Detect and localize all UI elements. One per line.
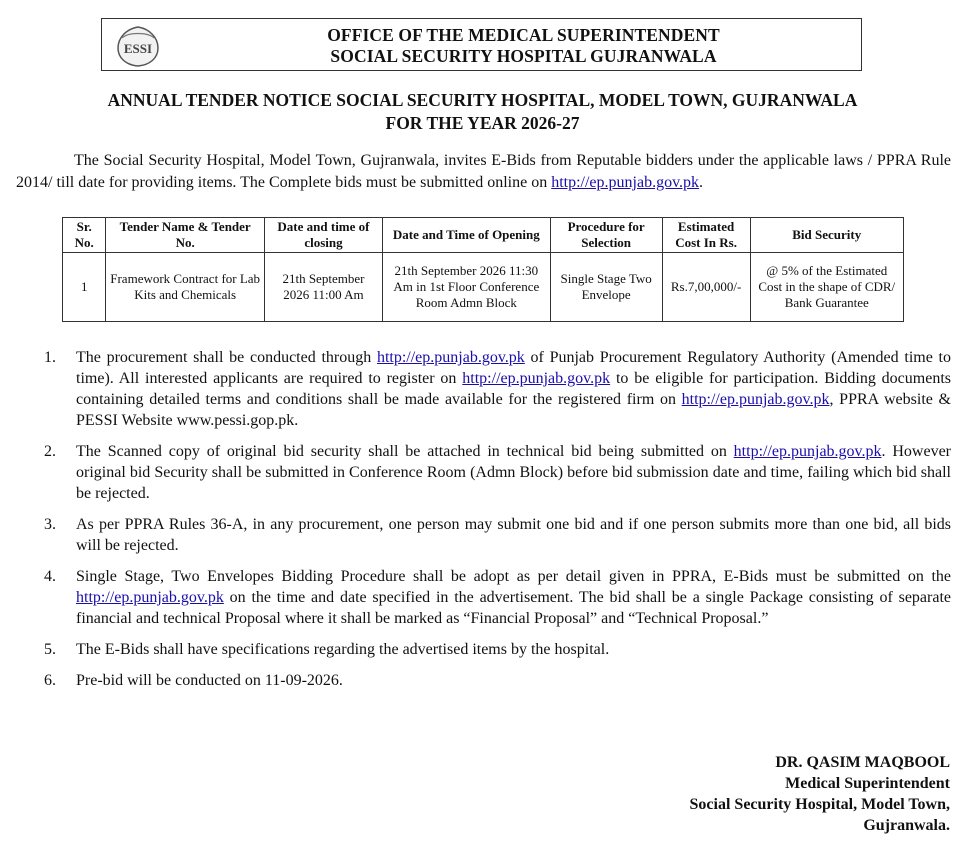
col-header-procedure: Procedure for Selection (550, 218, 662, 253)
intro-link[interactable]: http://ep.punjab.gov.pk (551, 174, 700, 191)
table-row (63, 253, 904, 322)
portal-link[interactable]: http://ep.punjab.gov.pk (76, 589, 224, 606)
col-header-bid-security: Bid Security (750, 218, 904, 253)
intro-text: The Social Security Hospital, Model Town, Gujranwala, invites E-Bids from Reputable bidders under the applicable laws / PPRA Rule 2014/ till date for providing items. The Complete bids must be submitted online on (16, 152, 951, 191)
list-item-text: As per PPRA Rules 36-A, in any procurement, one person may submit one bid and if one person submits more than one bid, all bids will be rejected. (76, 516, 951, 554)
portal-link[interactable]: http://ep.punjab.gov.pk (462, 370, 611, 387)
list-item-text: to be eligible for participation. Bidding documents containing detailed terms and conditions shall be made available for the registered firm on (76, 370, 951, 408)
cell-cost: Rs.7,00,000/- (662, 253, 750, 322)
cell-bid-security: @ 5% of the Estimated Cost in the shape of CDR/ Bank Guarantee (750, 253, 904, 322)
list-item-text: of Punjab Procurement Regulatory Authority (Amended time to time). All interested applicants are required to register on (76, 349, 951, 387)
list-item-number: 3. (44, 516, 56, 533)
cell-sr: 1 (63, 253, 106, 322)
list-item-text: on the time and date specified in the advertisement. The bid shall be a single Package consisting of separate financial and technical Proposal where it shall be marked as “Financial Proposal” and “Technical Proposal.” (76, 589, 951, 627)
portal-link[interactable]: http://ep.punjab.gov.pk (681, 391, 830, 408)
cell-tender-name: Framework Contract for Lab Kits and Chemicals (106, 253, 265, 322)
intro-end: . (699, 174, 704, 191)
list-item-text: The procurement shall be conducted through (76, 349, 377, 366)
col-header-opening: Date and Time of Opening (383, 218, 551, 253)
list-item (16, 347, 951, 431)
list-item-text: The E-Bids shall have specifications regarding the advertised items by the hospital. (76, 641, 610, 658)
signature-block (690, 752, 950, 836)
table-header-row (63, 218, 904, 253)
terms-list (16, 347, 951, 701)
list-item-number: 5. (44, 641, 56, 658)
notice-year: FOR THE YEAR 2026-27 (385, 113, 580, 133)
signatory-org: Social Security Hospital, Model Town, (689, 796, 950, 813)
signatory-designation: Medical Superintendent (785, 775, 950, 792)
notice-title: ANNUAL TENDER NOTICE SOCIAL SECURITY HOSPITAL, MODEL TOWN, GUJRANWALA (107, 90, 858, 110)
list-item-text: Single Stage, Two Envelopes Bidding Procedure shall be adopt as per detail given in PPRA, E-Bids must be submitted on the (76, 568, 951, 585)
list-item (16, 514, 951, 556)
list-item-text: The Scanned copy of original bid security shall be attached in technical bid being submitted on (76, 443, 734, 460)
hospital-title: SOCIAL SECURITY HOSPITAL GUJRANWALA (330, 46, 717, 66)
office-title: OFFICE OF THE MEDICAL SUPERINTENDENT (327, 25, 720, 45)
col-header-sr: Sr. No. (63, 218, 106, 253)
logo-text: ESSI (123, 41, 153, 56)
signatory-city: Gujranwala. (863, 817, 950, 834)
intro-paragraph (16, 150, 951, 194)
cell-closing: 21th September 2026 11:00 Am (264, 253, 382, 322)
col-header-tender-name: Tender Name & Tender No. (106, 218, 265, 253)
portal-link[interactable]: http://ep.punjab.gov.pk (376, 349, 525, 366)
list-item-number: 2. (44, 443, 56, 460)
list-item (16, 670, 951, 691)
list-item-number: 4. (44, 568, 56, 585)
list-item (16, 639, 951, 660)
signatory-name: DR. QASIM MAQBOOL (775, 754, 950, 771)
list-item (16, 441, 951, 504)
list-item-text: , PPRA website & PESSI Website www.pessi.gop.pk. (76, 391, 952, 429)
portal-link[interactable]: http://ep.punjab.gov.pk (733, 443, 882, 460)
list-item-number: 1. (44, 349, 56, 366)
col-header-closing: Date and time of closing (264, 218, 382, 253)
list-item (16, 566, 951, 629)
col-header-cost: Estimated Cost In Rs. (662, 218, 750, 253)
tender-table (62, 217, 904, 322)
list-item-number: 6. (44, 672, 56, 689)
list-item-text: Pre-bid will be conducted on 11-09-2026. (76, 672, 343, 689)
cell-procedure: Single Stage Two Envelope (550, 253, 662, 322)
letterhead (101, 18, 862, 71)
cell-opening: 21th September 2026 11:30 Am in 1st Floor Conference Room Admn Block (383, 253, 551, 322)
list-item-text: . However original bid Security shall be submitted in Conference Room (Admn Block) before bid submission date and time, failing which bid shall be rejected. (76, 443, 951, 502)
